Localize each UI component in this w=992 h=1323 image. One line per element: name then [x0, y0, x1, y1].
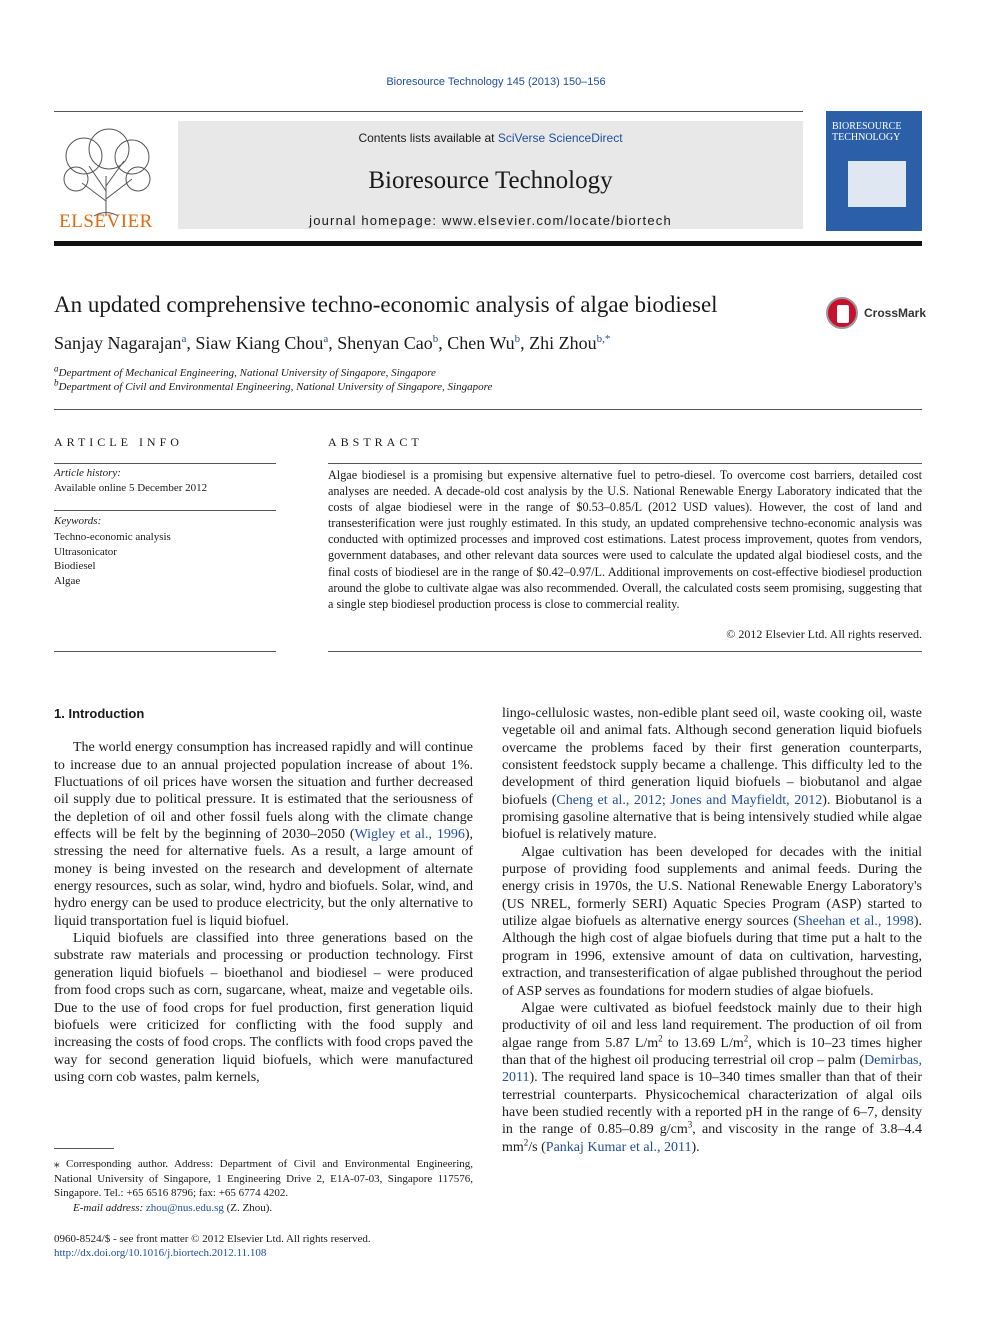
- author-affil-mark[interactable]: a: [323, 333, 329, 345]
- header-top-rule: [54, 111, 803, 112]
- cover-title: BIORESOURCE TECHNOLOGY: [832, 121, 902, 143]
- author-name[interactable]: Shenyan Cao: [337, 333, 433, 353]
- body-column-left: [54, 705, 473, 1086]
- paragraph: Liquid biofuels are classified into three generations based on the substrate raw materials and processing or production technology. First generation liquid biofuels – bioethanol and biodiesel – were produced from food crops such as corn, sugarcane, wheat, maize and vegetable oils. Due to the use of food crops for fuel production, first generation liquid biofuels were criticized for conflicting with the food supply and increasing the costs of food crops. The conflicts with food crops paved the way for second generation liquid biofuels, which were manufactured using corn cob wastes, palm kernels,: [54, 931, 473, 1085]
- keyword-list: [54, 530, 171, 588]
- author-affil-mark[interactable]: b: [514, 333, 521, 345]
- author-name[interactable]: Zhi Zhou: [529, 333, 597, 353]
- author-affil-mark[interactable]: b,*: [596, 333, 611, 345]
- body-column-right: [502, 705, 922, 1156]
- crossmark-badge[interactable]: [826, 297, 927, 333]
- history-label: Article history:: [54, 467, 121, 479]
- citation-link[interactable]: Wigley et al., 1996: [354, 827, 465, 843]
- sciencedirect-link[interactable]: SciVerse ScienceDirect: [497, 131, 623, 145]
- journal-homepage[interactable]: journal homepage: www.elsevier.com/locate/biortech: [309, 213, 672, 228]
- history-value: Available online 5 December 2012: [54, 482, 208, 494]
- divider: [54, 409, 922, 410]
- article-info-heading: ARTICLE INFO: [54, 435, 183, 449]
- affiliation-b: $^b$Department of Civil and Environmental Engineering, National University of Singapore, Singapore: [54, 377, 493, 393]
- keyword: Biodiesel: [54, 560, 96, 572]
- divider: [328, 651, 922, 652]
- author-name[interactable]: Chen Wu: [447, 333, 515, 353]
- paragraph: The world energy consumption has increased rapidly and will continue to increase due to an annual projected population increase of about 1%. Fluctuations of oil prices have worsen the situation and further decreased oil supply due to political pressure. It is estimated that the seriousness of the depletion of oil and other fossil fuels along with the climate change effects will be felt by the beginning of 2030–2050 (Wigley et al., 1996), stressing the need for alternative fuels. As a result, a large amount of money is being invested on the research and development of alternate energy resources, such as solar, wind, hydro and biofuels. Solar, wind, and hydro energy can be used to produce electricity, but the only alternative to liquid transportation fuel is liquid biofuel.: [54, 740, 474, 929]
- citation-link[interactable]: Pankaj Kumar et al., 2011: [545, 1139, 692, 1155]
- citation-link[interactable]: Demirbas, 2011: [502, 1052, 922, 1086]
- journal-banner: [178, 121, 803, 229]
- citation-link[interactable]: Sheehan et al., 1998: [797, 914, 914, 930]
- paragraph: Algae were cultivated as biofuel feedstock mainly due to their high productivity of oil and less land requirement. The production of oil from algae range from 5.87 $L/m^2$ to 13.69 $L/m^2$, which is 10–23 times higher than that of the highest oil producing terrestrial oil crop – palm (Demirbas, 2011). The required land space is 10–340 times smaller than that of their terrestrial counterparts. Physicochemical characterization of algal oils have been studied recently with a reported pH in the range of 6–7, density in the range of 0.85–0.89 $g/cm^3$, and viscosity in the range of 3.8–4.4 $mm^2/s$ (Pankaj Kumar et al., 2011).: [502, 1000, 922, 1155]
- journal-title: Bioresource Technology: [368, 167, 613, 194]
- journal-reference[interactable]: Bioresource Technology 145 (2013) 150–156: [386, 76, 606, 88]
- keyword: Techno-economic analysis: [54, 531, 171, 543]
- author-list: Sanjay Nagarajan$^a$, Siaw Kiang Chou$^a$, Shenyan Cao$^b$, Chen Wu$^b$, Zhi Zhou$^{b,*}$: [54, 333, 611, 353]
- section-heading: 1. Introduction: [54, 706, 145, 721]
- crossmark-icon: [826, 297, 858, 329]
- doi-link[interactable]: http://dx.doi.org/10.1016/j.biortech.2012.11.108: [54, 1247, 267, 1259]
- header-bottom-rule: [54, 241, 922, 246]
- article-title: An updated comprehensive techno-economic analysis of algae biodiesel: [54, 292, 718, 317]
- paragraph: Algae cultivation has been developed for decades with the initial purpose of providing food supplements and animal feeds. During the energy crisis in 1970s, the U.S. National Renewable Energy Laboratory's (US NREL, formerly SERI) Aquatic Species Program (ASP) started to utilize algae biofuels as alternative energy sources (Sheehan et al., 1998). Although the high cost of algae biofuels during that time put a halt to the program in 1996, extensive amount of data on cultivation, harvesting, extraction, and transesterification of algae published throughout the period of ASP serves as foundations for modern studies of algae biofuels.: [502, 844, 922, 999]
- elsevier-wordmark: ELSEVIER: [59, 211, 153, 232]
- divider: [54, 510, 276, 511]
- issn-line: 0960-8524/$ - see front matter © 2012 Elsevier Ltd. All rights reserved. http://dx.doi.org/10.1016/j.biortech.2012.11.108: [54, 1233, 371, 1259]
- journal-header: [54, 111, 922, 246]
- contents-line: Contents lists available at SciVerse ScienceDirect: [358, 131, 623, 145]
- affiliation-a: $^a$Department of Mechanical Engineering, National University of Singapore, Singapore: [54, 363, 436, 379]
- abstract-text: Algae biodiesel is a promising but expensive alternative fuel to petro-diesel. To overcome cost barriers, detailed cost analyses are needed. A decade-old cost analysis by the U.S. National Renewable Energy Laboratory indicated that the costs of algae biodiesel were in the range of $0.53–0.85/L (2012 USD values). However, the cost of land and transesterification were just roughly estimated. In this study, an updated comprehensive techno-economic analysis was conducted with optimized processes and improved cost estimations. Latest process improvement, quotes from vendors, government databases, and other relevant data sources were used to calculate the updated algal biodiesel costs, and the final costs of biodiesel are in the range of $0.42–0.97/L. Additional improvements on cost-effective biodiesel production around the globe to cultivate algae was also recommended. Overall, the calculated costs seem promising, suggesting that a single step biodiesel production process is close to commercial reality.: [328, 468, 922, 611]
- copyright-notice: © 2012 Elsevier Ltd. All rights reserved.: [726, 627, 922, 641]
- keyword: Algae: [54, 574, 81, 587]
- citation-link[interactable]: Cheng et al., 2012; Jones and Mayfieldt, 2012: [556, 792, 823, 808]
- abstract-heading: ABSTRACT: [328, 435, 423, 449]
- crossmark-label: CrossMark: [864, 306, 927, 320]
- divider: [328, 463, 922, 464]
- author-name[interactable]: Sanjay Nagarajan: [54, 333, 182, 353]
- divider: [54, 651, 276, 652]
- author-affil-mark[interactable]: a: [181, 333, 187, 345]
- divider: [54, 463, 276, 464]
- author-affil-mark[interactable]: b: [432, 333, 439, 345]
- corresponding-author-footnote: ⁎ Corresponding author. Address: Department of Civil and Environmental Engineering, National University of Singapore, 1 Engineering Drive 2, E1A-07-03, Singapore 117576, Singapore. Tel.: +65 6516 8796; fax: +65 6774 4202. E-mail address: zhou@nus.edu.sg (Z. Zhou).: [54, 1158, 473, 1214]
- email-link[interactable]: zhou@nus.edu.sg: [145, 1201, 224, 1214]
- paragraph: lingo-cellulosic wastes, non-edible plant seed oil, waste cooking oil, waste vegetable oil and animal fats. Although second generation liquid biofuels overcame the problems faced by their first generation counterparts, consistent feedstock supply became a challenge. This difficulty led to the development of third generation liquid biofuels – biobutanol and algae biofuels (Cheng et al., 2012; Jones and Mayfieldt, 2012). Biobutanol is a promising gasoline alternative that is being intensively studied while algae biofuel is relatively mature.: [502, 706, 923, 843]
- cover-chart-icon: [848, 161, 906, 207]
- author-name[interactable]: Siaw Kiang Chou: [195, 333, 324, 353]
- keyword: Ultrasonicator: [54, 545, 117, 558]
- keywords-label: Keywords:: [54, 515, 102, 527]
- footnote-rule: [54, 1148, 114, 1149]
- journal-cover-image: [826, 111, 922, 231]
